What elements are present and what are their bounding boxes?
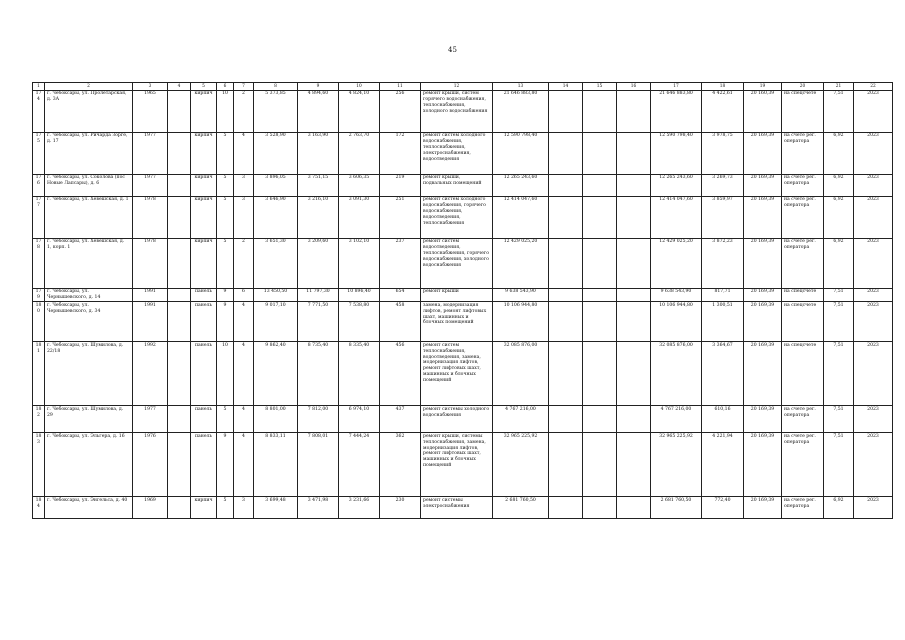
row-number: 179 — [33, 288, 45, 302]
column-number: 17 — [651, 83, 702, 91]
empty-cell — [549, 342, 583, 406]
empty-cell — [617, 174, 651, 196]
owner-funds: 32 085 876,00 — [651, 342, 702, 406]
max-cost-per-sqm: 20 169,39 — [744, 497, 782, 519]
entrance-count: 3 — [234, 196, 254, 238]
contribution-rate: 6,92 — [824, 238, 854, 288]
living-area: 7 771,50 — [298, 302, 339, 342]
owned-area: 8 335,40 — [339, 342, 380, 406]
table-row — [33, 302, 893, 342]
address: г. Чебоксары, ул. Чернышевского, д. 14 — [45, 288, 133, 302]
floor-count: 10 — [217, 342, 234, 406]
resident-count: 172 — [380, 132, 421, 174]
row-number: 175 — [33, 132, 45, 174]
empty-cell — [617, 342, 651, 406]
empty-cell — [168, 433, 191, 497]
row-number: 181 — [33, 342, 45, 406]
entrance-count: 6 — [234, 288, 254, 302]
repair-works: ремонт крыши, систем горячего водоснабжения, теплоснабжения, холодного водоснабжения — [421, 90, 493, 132]
row-number: 178 — [33, 238, 45, 288]
total-cost: 32 085 876,00 — [493, 342, 549, 406]
entrance-count: 4 — [234, 433, 254, 497]
wall-material: кирпич — [191, 174, 217, 196]
build-year: 1992 — [133, 342, 168, 406]
planned-year: 2023 — [854, 497, 893, 519]
total-cost: 12 414 047,60 — [493, 196, 549, 238]
address: г. Чебоксары, ул. Хевешская, д. 1, корп. 1 — [45, 238, 133, 288]
empty-cell — [583, 497, 617, 519]
cost-per-sqm: 772,40 — [702, 497, 744, 519]
empty-cell — [549, 238, 583, 288]
total-cost: 2 681 760,50 — [493, 497, 549, 519]
planned-year: 2023 — [854, 90, 893, 132]
total-area: 8 801,00 — [254, 406, 298, 433]
column-number: 19 — [744, 83, 782, 91]
total-area: 3 896,05 — [254, 174, 298, 196]
contribution-rate: 6,92 — [824, 196, 854, 238]
table-row — [33, 497, 893, 519]
row-number: 184 — [33, 497, 45, 519]
total-area: 5 373,85 — [254, 90, 298, 132]
max-cost-per-sqm: 20 169,39 — [744, 132, 782, 174]
contribution-rate: 7,51 — [824, 90, 854, 132]
resident-count: 654 — [380, 288, 421, 302]
resident-count: 437 — [380, 406, 421, 433]
wall-material: панель — [191, 406, 217, 433]
planned-year: 2023 — [854, 406, 893, 433]
fund-method: на счете рег. оператора — [782, 132, 824, 174]
wall-material: панель — [191, 342, 217, 406]
column-number: 11 — [380, 83, 421, 91]
repair-works: ремонт крыши — [421, 288, 493, 302]
max-cost-per-sqm: 20 169,39 — [744, 174, 782, 196]
living-area: 8 735,40 — [298, 342, 339, 406]
owner-funds: 4 767 216,00 — [651, 406, 702, 433]
total-area: 9 017,10 — [254, 302, 298, 342]
total-cost: 21 646 883,80 — [493, 90, 549, 132]
max-cost-per-sqm: 20 169,39 — [744, 433, 782, 497]
total-cost: 9 638 543,90 — [493, 288, 549, 302]
contribution-rate: 7,51 — [824, 433, 854, 497]
max-cost-per-sqm: 20 160,39 — [744, 90, 782, 132]
total-area: 3 651,30 — [254, 238, 298, 288]
empty-cell — [617, 238, 651, 288]
empty-cell — [549, 90, 583, 132]
living-area: 3 471,98 — [298, 497, 339, 519]
table-row — [33, 196, 893, 238]
fund-method: на спецсчете — [782, 288, 824, 302]
floor-count: 9 — [217, 288, 234, 302]
planned-year: 2023 — [854, 302, 893, 342]
fund-method: на счете рег. оператора — [782, 406, 824, 433]
build-year: 1991 — [133, 288, 168, 302]
row-number: 183 — [33, 433, 45, 497]
owner-funds: 12 265 243,60 — [651, 174, 702, 196]
total-cost: 12 590 798,40 — [493, 132, 549, 174]
wall-material: панель — [191, 433, 217, 497]
fund-method: на спецсчете — [782, 90, 824, 132]
repair-works: ремонт систем теплоснабжения, водоотведения, замена, модернизация лифтов, ремонт лифтовых шахт, машинных и блочных помещений — [421, 342, 493, 406]
total-area: 3 646,90 — [254, 196, 298, 238]
empty-cell — [549, 132, 583, 174]
owned-area: 2 763,70 — [339, 132, 380, 174]
max-cost-per-sqm: 20 169,39 — [744, 196, 782, 238]
living-area: 4 894,60 — [298, 90, 339, 132]
resident-count: 256 — [380, 90, 421, 132]
floor-count: 10 — [217, 90, 234, 132]
column-number: 4 — [168, 83, 191, 91]
owner-funds: 12 414 047,60 — [651, 196, 702, 238]
entrance-count: 4 — [234, 302, 254, 342]
empty-cell — [583, 132, 617, 174]
cost-per-sqm: 3 978,75 — [702, 132, 744, 174]
address: г. Чебоксары, ул. Шумилова, д. 22/18 — [45, 342, 133, 406]
owned-area: 4 824,10 — [339, 90, 380, 132]
empty-cell — [168, 302, 191, 342]
floor-count: 9 — [217, 433, 234, 497]
build-year: 1977 — [133, 132, 168, 174]
wall-material: кирпич — [191, 196, 217, 238]
address: г. Чебоксары, ул. Хевешская, д. 1 — [45, 196, 133, 238]
cost-per-sqm: 3 872,23 — [702, 238, 744, 288]
table-row — [33, 406, 893, 433]
empty-cell — [583, 302, 617, 342]
total-area: 3 528,90 — [254, 132, 298, 174]
empty-cell — [168, 342, 191, 406]
planned-year: 2023 — [854, 174, 893, 196]
empty-cell — [617, 288, 651, 302]
row-number: 177 — [33, 196, 45, 238]
column-number: 18 — [702, 83, 744, 91]
build-year: 1977 — [133, 406, 168, 433]
max-cost-per-sqm: 20 169,39 — [744, 238, 782, 288]
fund-method: на спецсчете — [782, 342, 824, 406]
max-cost-per-sqm: 20 169,39 — [744, 288, 782, 302]
cost-per-sqm: 1 300,51 — [702, 302, 744, 342]
build-year: 1977 — [133, 174, 168, 196]
floor-count: 5 — [217, 497, 234, 519]
resident-count: 237 — [380, 238, 421, 288]
entrance-count: 4 — [234, 406, 254, 433]
empty-cell — [168, 238, 191, 288]
cost-per-sqm: 4 221,94 — [702, 433, 744, 497]
total-cost: 12 265 243,60 — [493, 174, 549, 196]
capital-repair-table — [32, 82, 893, 519]
empty-cell — [549, 406, 583, 433]
empty-cell — [583, 342, 617, 406]
floor-count: 5 — [217, 238, 234, 288]
living-area: 11 797,30 — [298, 288, 339, 302]
empty-cell — [168, 90, 191, 132]
table-row — [33, 132, 893, 174]
empty-cell — [168, 406, 191, 433]
floor-count: 5 — [217, 174, 234, 196]
living-area: 3 163,90 — [298, 132, 339, 174]
column-number: 20 — [782, 83, 824, 91]
contribution-rate: 7,51 — [824, 406, 854, 433]
empty-cell — [549, 174, 583, 196]
repair-works: ремонт крыши, системы теплоснабжения, замена, модернизация лифтов, ремонт лифтовых шахт, машинных и блочных помещений — [421, 433, 493, 497]
owner-funds: 32 965 225,92 — [651, 433, 702, 497]
empty-cell — [549, 497, 583, 519]
fund-method: на счете рег. оператора — [782, 174, 824, 196]
total-cost: 32 965 225,92 — [493, 433, 549, 497]
column-number-row — [33, 83, 893, 91]
build-year: 1969 — [133, 497, 168, 519]
wall-material: панель — [191, 288, 217, 302]
empty-cell — [549, 196, 583, 238]
table-row — [33, 433, 893, 497]
owned-area: 10 896,40 — [339, 288, 380, 302]
total-cost: 12 429 025,20 — [493, 238, 549, 288]
total-area: 8 833,11 — [254, 433, 298, 497]
address: г. Чебоксары, ул. Ричарда Зорге, д. 17 — [45, 132, 133, 174]
wall-material: кирпич — [191, 132, 217, 174]
owned-area: 7 538,80 — [339, 302, 380, 342]
resident-count: 458 — [380, 302, 421, 342]
fund-method: на счете рег. оператора — [782, 196, 824, 238]
living-area: 3 751,15 — [298, 174, 339, 196]
empty-cell — [617, 433, 651, 497]
owned-area: 3 231,66 — [339, 497, 380, 519]
planned-year: 2023 — [854, 288, 893, 302]
empty-cell — [168, 288, 191, 302]
empty-cell — [583, 238, 617, 288]
owner-funds: 12 429 025,20 — [651, 238, 702, 288]
entrance-count: 2 — [234, 238, 254, 288]
page-number: 45 — [448, 46, 457, 54]
column-number: 2 — [45, 83, 133, 91]
living-area: 3 209,60 — [298, 238, 339, 288]
cost-per-sqm: 817,71 — [702, 288, 744, 302]
wall-material: кирпич — [191, 497, 217, 519]
contribution-rate: 7,51 — [824, 342, 854, 406]
address: г. Чебоксары, ул. Эльгера, д. 16 — [45, 433, 133, 497]
planned-year: 2023 — [854, 433, 893, 497]
total-area: 13 450,50 — [254, 288, 298, 302]
build-year: 1991 — [133, 302, 168, 342]
wall-material: кирпич — [191, 90, 217, 132]
address: г. Чебоксары, ул. Пролетарская, д. 3А — [45, 90, 133, 132]
cost-per-sqm: 3 364,67 — [702, 342, 744, 406]
column-number: 12 — [421, 83, 493, 91]
resident-count: 219 — [380, 174, 421, 196]
empty-cell — [583, 90, 617, 132]
address: г. Чебоксары, ул. Шумилова, д. 29 — [45, 406, 133, 433]
column-number: 14 — [549, 83, 583, 91]
empty-cell — [168, 132, 191, 174]
empty-cell — [617, 497, 651, 519]
repair-works: замена, модернизация лифтов, ремонт лифтовых шахт, машинных и блочных помещений — [421, 302, 493, 342]
column-number: 3 — [133, 83, 168, 91]
empty-cell — [617, 302, 651, 342]
build-year: 1965 — [133, 90, 168, 132]
table-row — [33, 90, 893, 132]
column-number: 7 — [234, 83, 254, 91]
table-row — [33, 342, 893, 406]
owned-area: 3 102,10 — [339, 238, 380, 288]
total-area: 3 699,48 — [254, 497, 298, 519]
empty-cell — [617, 196, 651, 238]
total-cost: 10 106 944,80 — [493, 302, 549, 342]
cost-per-sqm: 3 269,73 — [702, 174, 744, 196]
resident-count: 456 — [380, 342, 421, 406]
row-number: 180 — [33, 302, 45, 342]
empty-cell — [583, 174, 617, 196]
resident-count: 362 — [380, 433, 421, 497]
empty-cell — [168, 497, 191, 519]
entrance-count: 3 — [234, 497, 254, 519]
planned-year: 2023 — [854, 342, 893, 406]
fund-method: на счете рег. оператора — [782, 497, 824, 519]
owned-area: 3 091,30 — [339, 196, 380, 238]
entrance-count: 2 — [234, 90, 254, 132]
repair-works: ремонт крыши, подвальных помещений — [421, 174, 493, 196]
empty-cell — [168, 174, 191, 196]
entrance-count: 3 — [234, 174, 254, 196]
empty-cell — [583, 406, 617, 433]
empty-cell — [549, 302, 583, 342]
column-number: 9 — [298, 83, 339, 91]
cost-per-sqm: 4 422,61 — [702, 90, 744, 132]
resident-count: 251 — [380, 196, 421, 238]
table-row — [33, 288, 893, 302]
resident-count: 230 — [380, 497, 421, 519]
contribution-rate: 6,92 — [824, 174, 854, 196]
floor-count: 5 — [217, 196, 234, 238]
owner-funds: 10 106 944,80 — [651, 302, 702, 342]
cost-per-sqm: 610,16 — [702, 406, 744, 433]
contribution-rate: 6,92 — [824, 132, 854, 174]
contribution-rate: 6,92 — [824, 497, 854, 519]
max-cost-per-sqm: 20 169,39 — [744, 406, 782, 433]
total-area: 9 862,40 — [254, 342, 298, 406]
contribution-rate: 7,51 — [824, 302, 854, 342]
cost-per-sqm: 3 859,97 — [702, 196, 744, 238]
repair-works: ремонт систем водоотведения, теплоснабжения, горячего водоснабжения, холодного водоснабжения — [421, 238, 493, 288]
row-number: 176 — [33, 174, 45, 196]
repair-works: ремонт системы холодного водоснабжения — [421, 406, 493, 433]
empty-cell — [168, 196, 191, 238]
column-number: 16 — [617, 83, 651, 91]
owner-funds: 2 681 760,50 — [651, 497, 702, 519]
address: г. Чебоксары, ул. Энгельса, д. 40 — [45, 497, 133, 519]
contribution-rate: 7,51 — [824, 288, 854, 302]
living-area: 3 216,10 — [298, 196, 339, 238]
table-row — [33, 238, 893, 288]
owner-funds: 21 646 883,80 — [651, 90, 702, 132]
table-body — [33, 83, 893, 519]
row-number: 174 — [33, 90, 45, 132]
empty-cell — [583, 196, 617, 238]
living-area: 7 808,01 — [298, 433, 339, 497]
empty-cell — [549, 433, 583, 497]
repair-works: ремонт систем холодного водоснабжения, теплоснабжения, электроснабжения, водоотведения — [421, 132, 493, 174]
empty-cell — [617, 132, 651, 174]
floor-count: 5 — [217, 406, 234, 433]
fund-method: на счете рег. оператора — [782, 433, 824, 497]
max-cost-per-sqm: 20 169,39 — [744, 302, 782, 342]
empty-cell — [583, 433, 617, 497]
row-number: 182 — [33, 406, 45, 433]
column-number: 6 — [217, 83, 234, 91]
column-number: 15 — [583, 83, 617, 91]
fund-method: на счете рег. оператора — [782, 238, 824, 288]
planned-year: 2023 — [854, 132, 893, 174]
floor-count: 9 — [217, 302, 234, 342]
owner-funds: 12 590 798,40 — [651, 132, 702, 174]
empty-cell — [617, 406, 651, 433]
living-area: 7 812,00 — [298, 406, 339, 433]
wall-material: панель — [191, 302, 217, 342]
column-number: 13 — [493, 83, 549, 91]
owned-area: 7 444,24 — [339, 433, 380, 497]
column-number: 10 — [339, 83, 380, 91]
entrance-count: 4 — [234, 342, 254, 406]
column-number: 21 — [824, 83, 854, 91]
owner-funds: 9 638 543,90 — [651, 288, 702, 302]
address: г. Чебоксары, ул. Чернышевского, д. 34 — [45, 302, 133, 342]
column-number: 8 — [254, 83, 298, 91]
empty-cell — [617, 90, 651, 132]
repair-works: ремонт системы электроснабжения — [421, 497, 493, 519]
fund-method: на спецсчете — [782, 302, 824, 342]
column-number: 5 — [191, 83, 217, 91]
floor-count: 5 — [217, 132, 234, 174]
empty-cell — [549, 288, 583, 302]
owned-area: 6 974,10 — [339, 406, 380, 433]
table-row — [33, 174, 893, 196]
build-year: 1978 — [133, 238, 168, 288]
column-number: 22 — [854, 83, 893, 91]
address: г. Чебоксары, ул. Соколова (пос Новые Лапсары), д. 6 — [45, 174, 133, 196]
column-number: 1 — [33, 83, 45, 91]
build-year: 1976 — [133, 433, 168, 497]
owned-area: 3 606,35 — [339, 174, 380, 196]
build-year: 1978 — [133, 196, 168, 238]
total-cost: 4 767 216,00 — [493, 406, 549, 433]
empty-cell — [583, 288, 617, 302]
repair-works: ремонт систем холодного водоснабжения, горячего водоснабжения, водоотведения, теплоснабжения — [421, 196, 493, 238]
entrance-count: 4 — [234, 132, 254, 174]
planned-year: 2023 — [854, 196, 893, 238]
planned-year: 2023 — [854, 238, 893, 288]
wall-material: кирпич — [191, 238, 217, 288]
max-cost-per-sqm: 20 169,39 — [744, 342, 782, 406]
